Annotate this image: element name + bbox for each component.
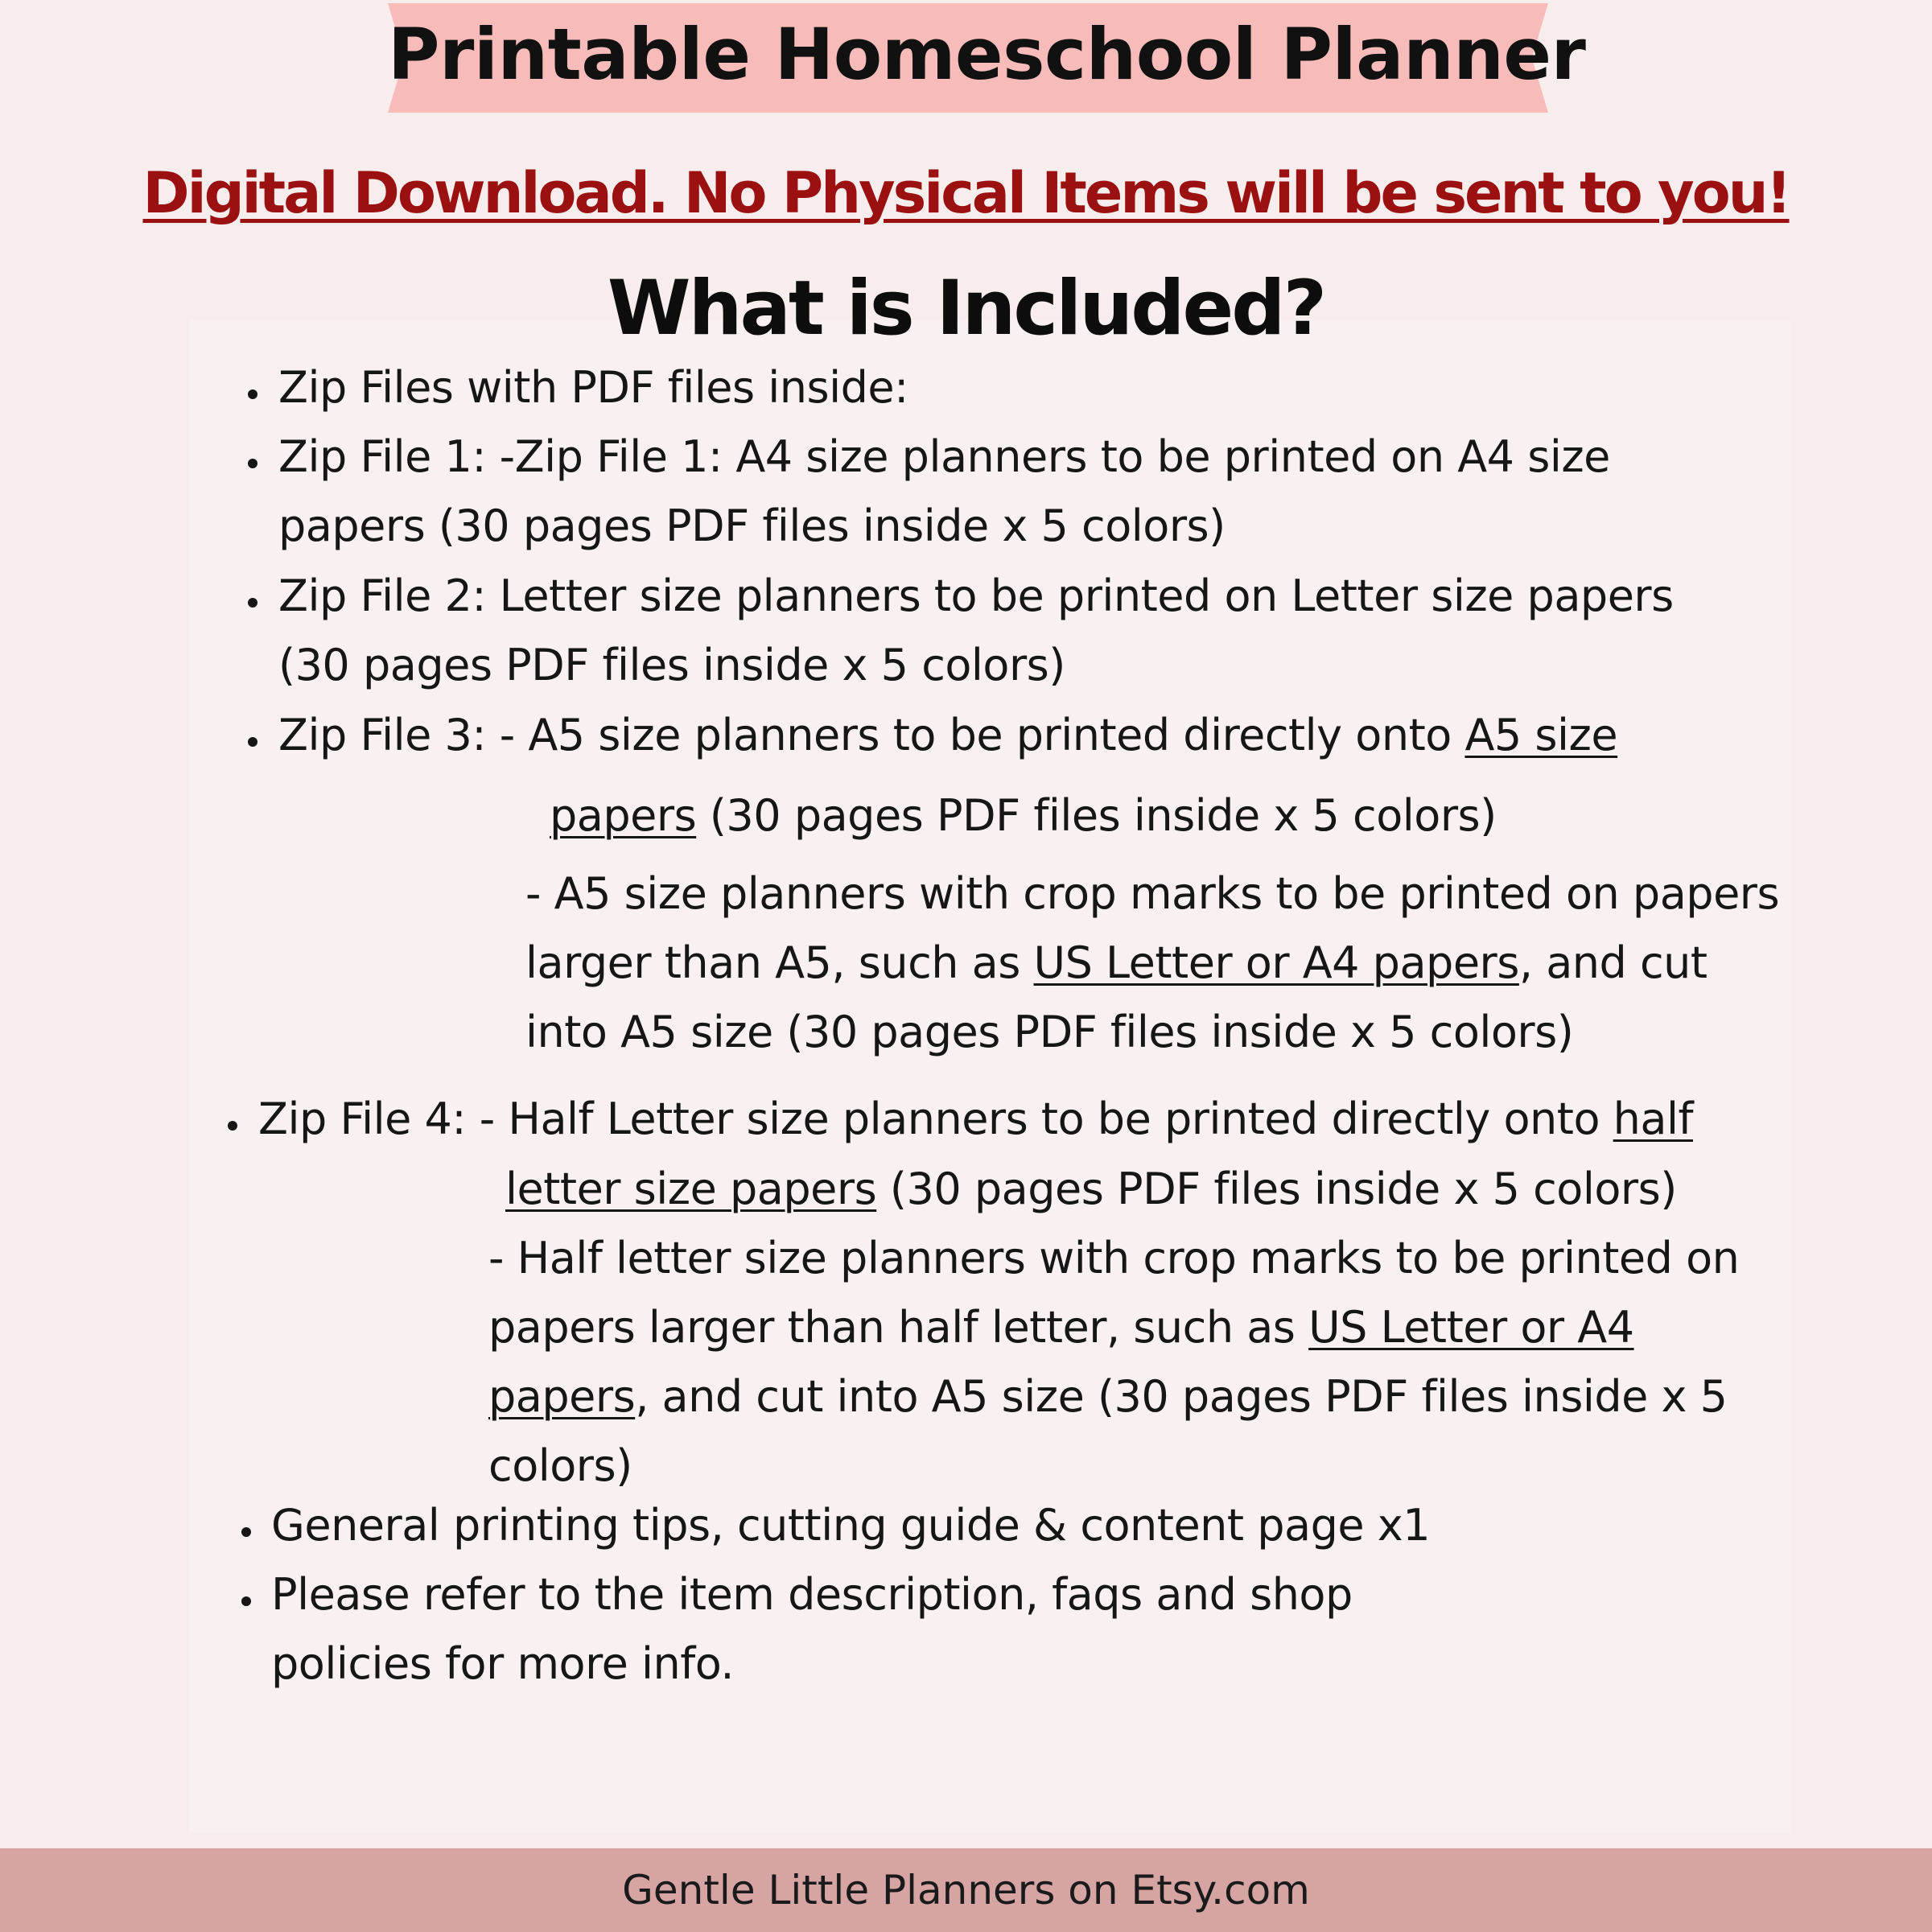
list-item-refer-line-1: Please refer to the item description, faqs and shop [271, 1569, 1353, 1620]
list-item-zip-file-4-line-2 [505, 1155, 1677, 1224]
footer-shop-name: Gentle Little Planners on Etsy.com [622, 1867, 1310, 1913]
bullet-icon [228, 1121, 237, 1131]
zip-file-4-text-4a: papers larger than half letter, such as [488, 1302, 1309, 1353]
us-letter-a4-link-part1: US Letter or A4 [1308, 1302, 1634, 1353]
bullet-icon [248, 389, 257, 399]
list-item-zip-file-4-line-5 [488, 1362, 1728, 1431]
bullet-icon [248, 459, 257, 468]
zip-file-3-text-1: - A5 size planners to be printed directly onto [499, 710, 1465, 760]
list-item-zip-file-1-line-1: Zip File 1: -Zip File 1: A4 size planners to be printed on A4 size [278, 431, 1610, 482]
list-item-zip-file-3-line-5: into A5 size (30 pages PDF files inside x 5 colors) [525, 1007, 1574, 1057]
us-letter-a4-link-part2: papers [488, 1371, 636, 1422]
bullet-icon [241, 1527, 251, 1537]
half-letter-papers-link-part1: half [1613, 1094, 1693, 1144]
zip-file-4-label: Zip File 4: [258, 1094, 480, 1144]
page-title: Printable Homeschool Planner [388, 13, 1586, 96]
list-item-zip-file-3-line-1 [278, 701, 1617, 770]
zip-file-4-text-2: (30 pages PDF files inside x 5 colors) [876, 1164, 1677, 1214]
list-item-zip-file-2-line-2: (30 pages PDF files inside x 5 colors) [278, 640, 1065, 690]
a5-size-papers-link-part2: papers [550, 790, 697, 841]
zip-file-3-text-2: (30 pages PDF files inside x 5 colors) [696, 790, 1497, 841]
bullet-icon [248, 598, 257, 608]
bullet-icon [248, 737, 257, 747]
bullet-icon [241, 1596, 251, 1606]
zip-file-4-text-5: , and cut into A5 size (30 pages PDF files inside x 5 [635, 1371, 1728, 1422]
list-item-zip-file-3-line-2 [550, 781, 1497, 851]
list-item-zip-file-3-line-3: - A5 size planners with crop marks to be printed on papers [525, 868, 1780, 919]
list-item-zip-file-1-line-2: papers (30 pages PDF files inside x 5 colors) [278, 501, 1226, 551]
half-letter-papers-link-part2: letter size papers [505, 1164, 877, 1214]
zip-file-3-text-4b: , and cut [1518, 937, 1707, 988]
zip-file-3-label: Zip File 3: [278, 710, 500, 760]
us-letter-a4-papers-link: US Letter or A4 papers [1033, 937, 1519, 988]
digital-download-notice: Digital Download. No Physical Items will be sent to you! [142, 160, 1790, 226]
list-item-zip-file-4-line-4 [488, 1293, 1634, 1362]
zip-file-4-text-1: - Half Letter size planners to be printed directly onto [479, 1094, 1613, 1144]
list-item-zip-file-4-line-3: - Half letter size planners with crop marks to be printed on [488, 1233, 1740, 1283]
list-item-zip-file-3-line-4 [525, 929, 1707, 998]
zip-file-3-text-4a: larger than A5, such as [525, 937, 1034, 988]
list-item-printing-tips: General printing tips, cutting guide & content page x1 [271, 1500, 1431, 1551]
a5-size-papers-link-part1: A5 size [1464, 710, 1618, 760]
list-item-refer-line-2: policies for more info. [271, 1638, 734, 1689]
list-item-zip-file-2-line-1: Zip File 2: Letter size planners to be printed on Letter size papers [278, 571, 1674, 621]
list-item-zip-files: Zip Files with PDF files inside: [278, 362, 908, 413]
list-item-zip-file-4-line-1 [258, 1085, 1693, 1154]
section-heading: What is Included? [607, 265, 1325, 352]
list-item-zip-file-4-line-6: colors) [488, 1440, 632, 1491]
